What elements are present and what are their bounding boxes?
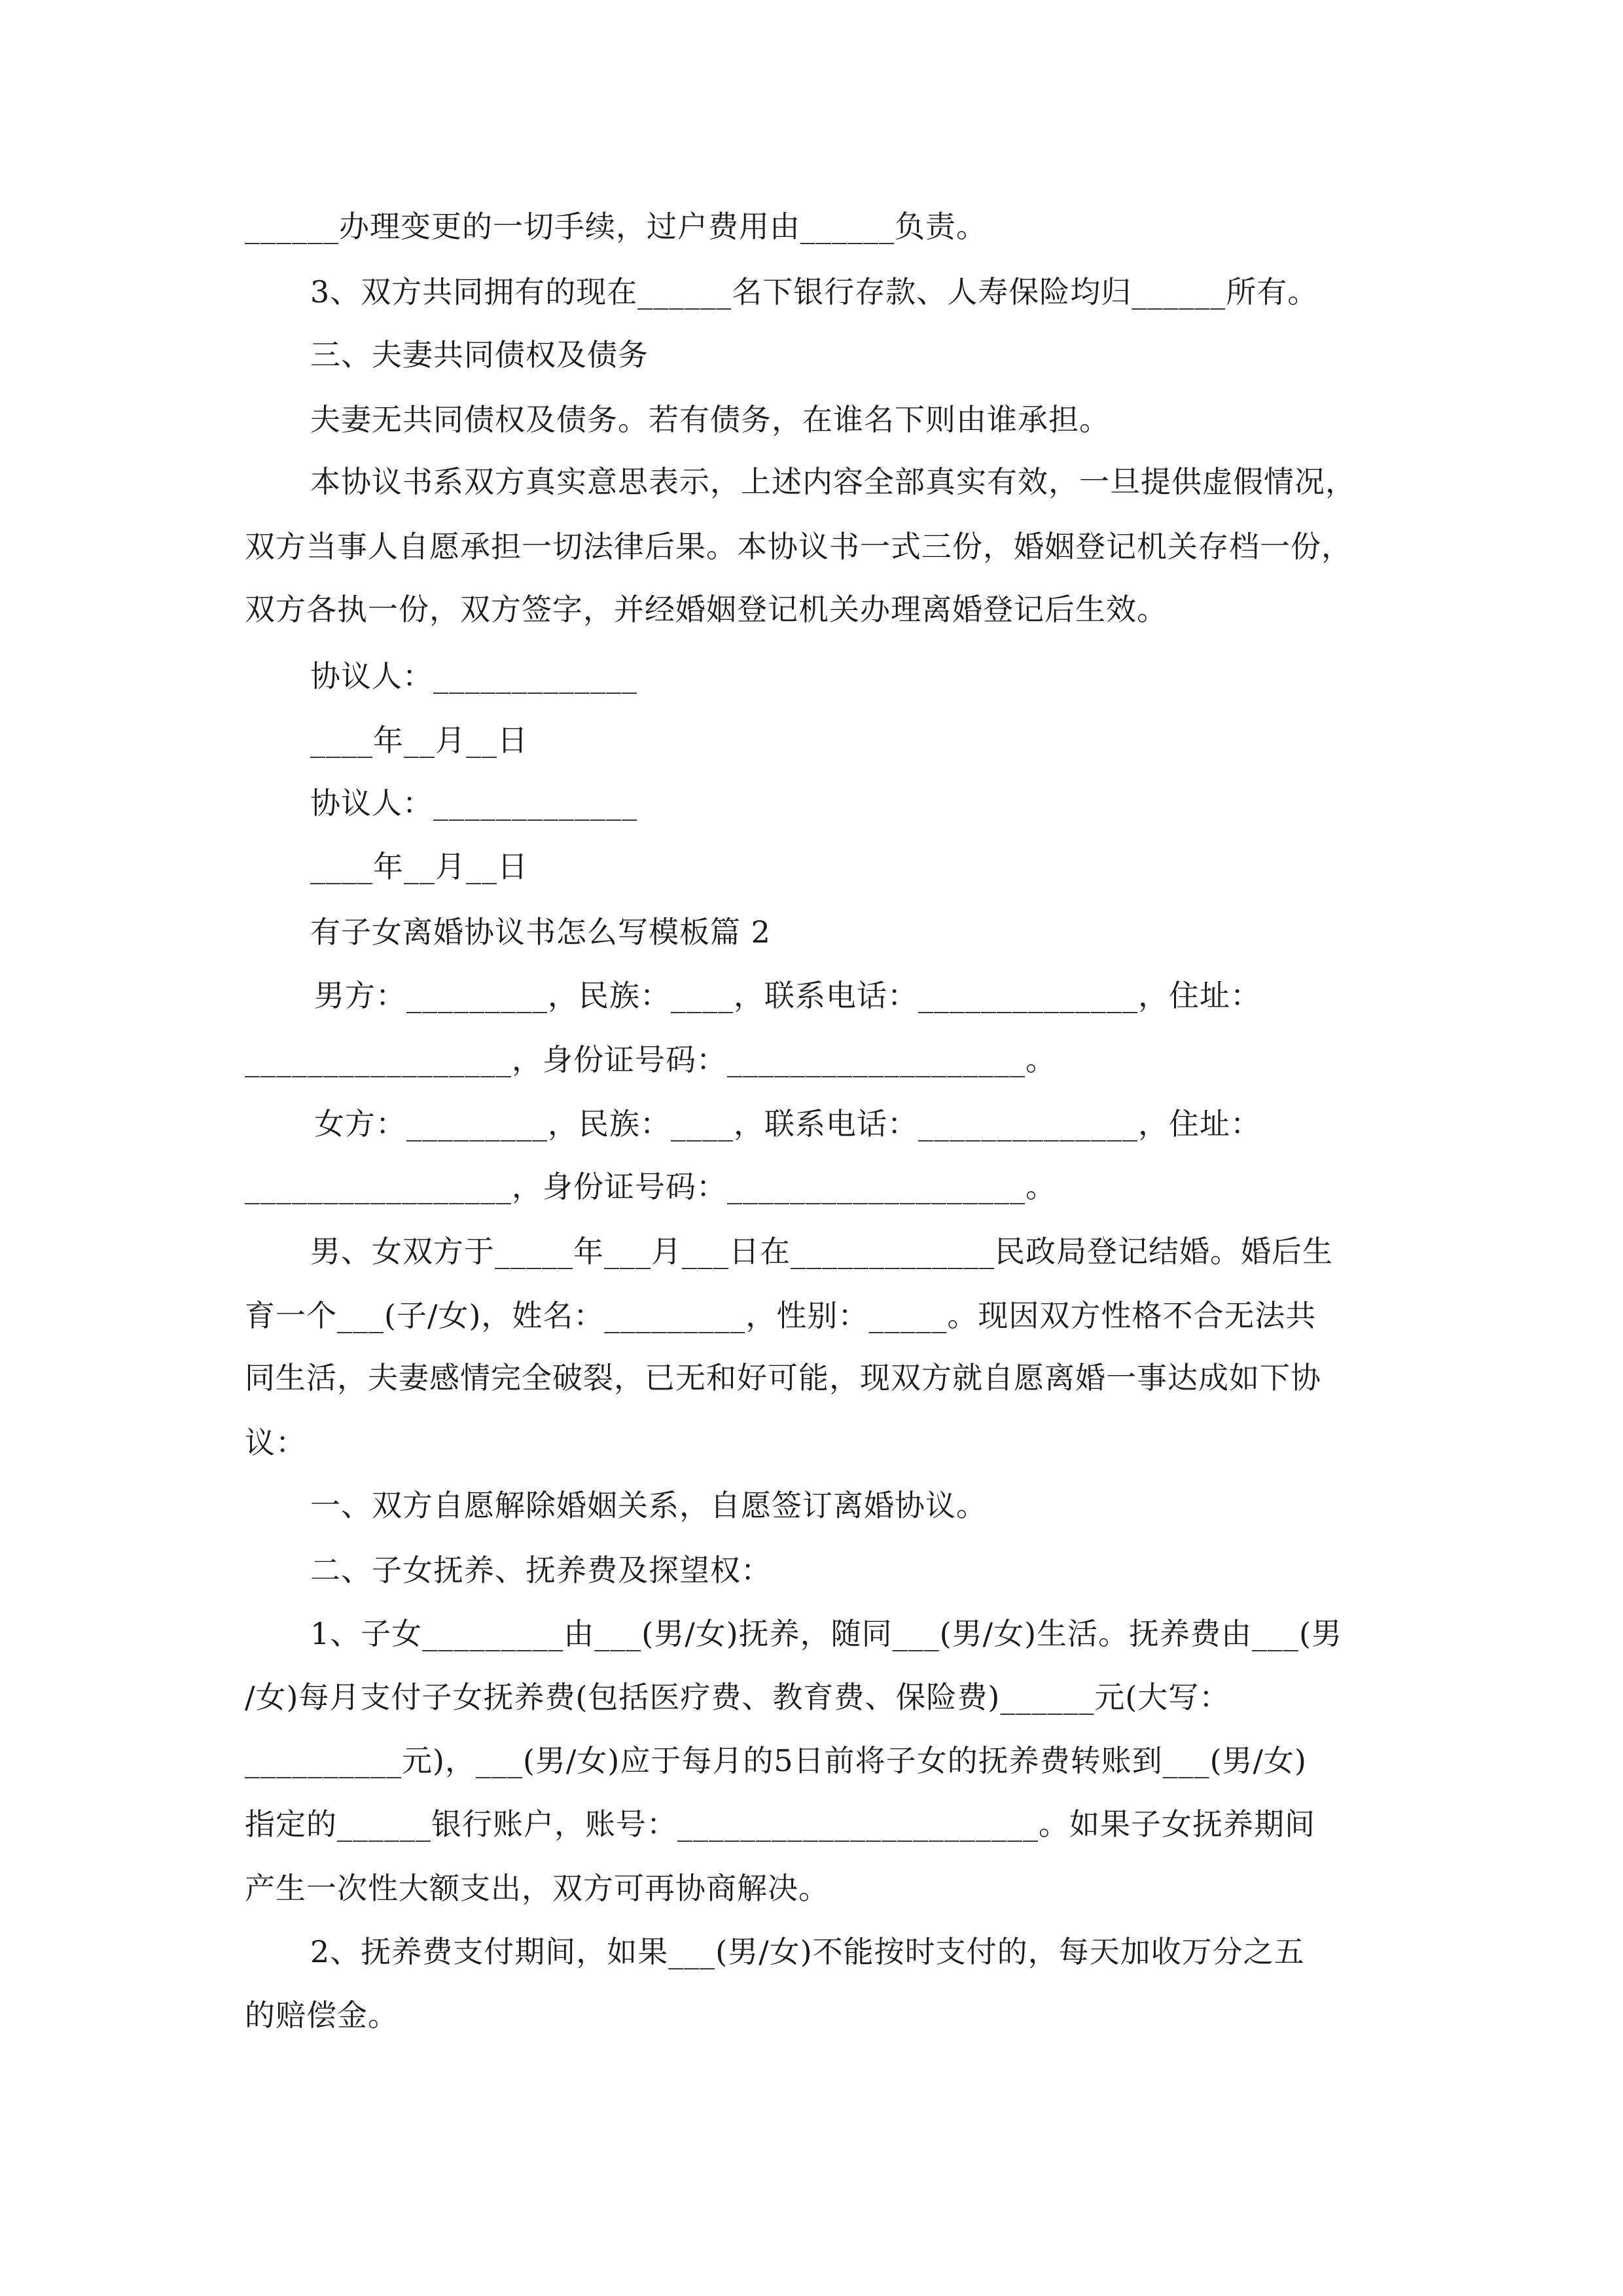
date-line: ____年__月__日 [310, 723, 528, 758]
text-line: 女方：_________，民族：____，联系电话：______________，住址： [314, 1106, 1261, 1141]
text-line: ______办理变更的一切手续，过户费用由______负责。 [245, 209, 987, 244]
signature-line: 协议人：_____________ [310, 785, 637, 821]
document-title: 有子女离婚协议书怎么写模板篇 2 [310, 914, 771, 950]
text-line: 男、女双方于_____年___月___日在_____________民政局登记结婚。婚后生 [310, 1234, 1333, 1269]
text-line: 议： [245, 1425, 306, 1460]
text-line: 产生一次性大额支出，双方可再协商解决。 [245, 1871, 829, 1906]
text-line: /女)每月支付子女抚养费(包括医疗费、教育费、保险费)______元(大写： [245, 1679, 1230, 1715]
text-line: 双方当事人自愿承担一切法律后果。本协议书一式三份，婚姻登记机关存档一份， [245, 529, 1352, 564]
text-line: 的赔偿金。 [245, 1998, 399, 2033]
text-line: 育一个___(子/女)，姓名：_________，性别：_____。现因双方性格不合无法共 [245, 1298, 1317, 1333]
text-line: 双方各执一份，双方签字，并经婚姻登记机关办理离婚登记后生效。 [245, 592, 1168, 627]
section-heading: 三、夫妻共同债权及债务 [310, 337, 649, 372]
text-line: 男方：_________，民族：____，联系电话：______________，住址： [314, 978, 1261, 1013]
text-line: 3、双方共同拥有的现在______名下银行存款、人寿保险均归______所有。 [310, 274, 1319, 310]
section-heading: 二、子女抚养、抚养费及探望权： [310, 1552, 772, 1588]
text-line: __________元)，___(男/女)应于每月的5日前将子女的抚养费转账到___(男/女) [245, 1743, 1307, 1778]
text-line: 1、子女_________由___(男/女)抚养，随同___(男/女)生活。抚养费由___(男 [310, 1616, 1342, 1651]
text-line: 本协议书系双方真实意思表示，上述内容全部真实有效，一旦提供虚假情况， [310, 464, 1356, 499]
text-line: 指定的______银行账户，账号：_______________________。如果子女抚养期间 [245, 1806, 1315, 1842]
signature-line: 协议人：_____________ [310, 658, 637, 694]
text-line: 同生活，夫妻感情完全破裂，已无和好可能，现双方就自愿离婚一事达成如下协 [245, 1360, 1321, 1395]
section-heading: 一、双方自愿解除婚姻关系，自愿签订离婚协议。 [310, 1488, 987, 1523]
text-line: 夫妻无共同债权及债务。若有债务，在谁名下则由谁承担。 [310, 402, 1110, 437]
text-line: _________________，身份证号码：___________________。 [245, 1042, 1056, 1077]
text-line: _________________，身份证号码：___________________。 [245, 1169, 1056, 1204]
text-line: 2、抚养费支付期间，如果___(男/女)不能按时支付的，每天加收万分之五 [310, 1934, 1305, 1969]
date-line: ____年__月__日 [310, 849, 528, 884]
